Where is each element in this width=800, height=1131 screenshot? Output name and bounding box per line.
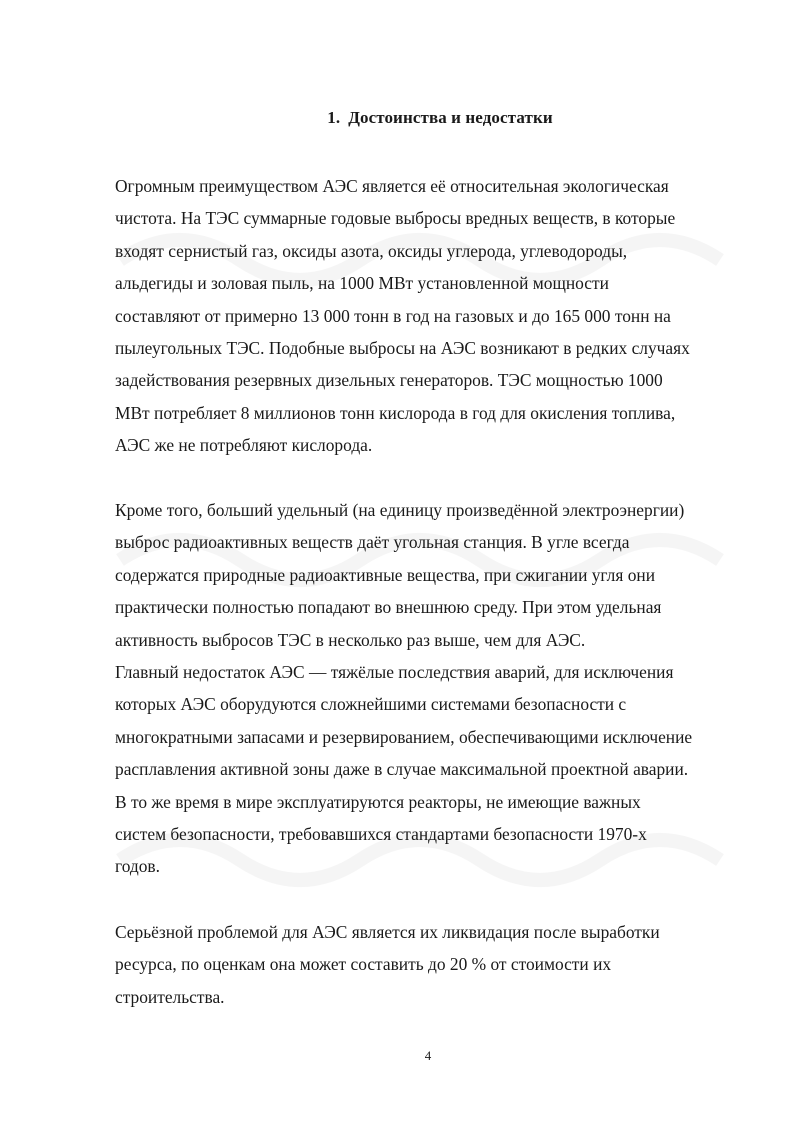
section-title: Достоинства и недостатки <box>348 108 553 127</box>
text-line: Огромным преимуществом АЭС является её относительная экологическая <box>115 176 669 196</box>
text-line: задействования резервных дизельных генераторов. ТЭС мощностью 1000 <box>115 370 663 391</box>
text-line: альдегиды и золовая пыль, на 1000 МВт установленной мощности <box>115 273 609 294</box>
text-line: ресурса, по оценкам она может составить до 20 % от стоимости их <box>115 954 612 975</box>
text-line: выброс радиоактивных веществ даёт угольная станция. В угле всегда <box>115 532 630 553</box>
text-line: годов. <box>115 856 160 877</box>
text-line: чистота. На ТЭС суммарные годовые выбросы вредных веществ, в которые <box>115 208 676 229</box>
text-line: расплавления активной зоны даже в случае максимальной проектной аварии. <box>115 759 689 780</box>
text-line: В то же время в мире эксплуатируются реакторы, не имеющие важных <box>115 791 641 812</box>
text-line: многократными запасами и резервированием, обеспечивающими исключение <box>115 726 693 747</box>
text-line: пылеугольных ТЭС. Подобные выбросы на АЭС возникают в редких случаях <box>115 338 690 359</box>
paragraph-decommissioning <box>115 916 755 1013</box>
page-number: 4 <box>424 1048 432 1063</box>
section-number: 1. <box>327 108 341 127</box>
text-line: активность выбросов ТЭС в несколько раз выше, чем для АЭС. <box>115 629 586 650</box>
text-line: строительства. <box>115 986 225 1007</box>
paragraph-radioactivity-and-risks <box>115 494 755 883</box>
text-line: АЭС же не потребляют кислорода. <box>115 435 373 456</box>
text-line: практически полностью попадают во внешнюю среду. При этом удельная <box>115 597 662 618</box>
text-line: Кроме того, больший удельный (на единицу произведённой электроэнергии) <box>115 500 685 520</box>
paragraph-advantages-emissions <box>115 170 755 462</box>
section-heading <box>0 108 800 128</box>
text-line: входят сернистый газ, оксиды азота, оксиды углерода, углеводороды, <box>115 240 628 261</box>
text-line: Главный недостаток АЭС — тяжёлые последствия аварий, для исключения <box>115 662 674 683</box>
text-line: которых АЭС оборудуются сложнейшими системами безопасности с <box>115 694 627 715</box>
text-line: МВт потребляет 8 миллионов тонн кислорода в год для окисления топлива, <box>115 402 676 423</box>
text-line: Серьёзной проблемой для АЭС является их ликвидация после выработки <box>115 922 660 942</box>
text-line: содержатся природные радиоактивные вещества, при сжигании угля они <box>115 564 655 585</box>
text-line: составляют от примерно 13 000 тонн в год на газовых и до 165 000 тонн на <box>115 305 671 326</box>
text-line: систем безопасности, требовавшихся стандартами безопасности 1970-х <box>115 824 647 845</box>
